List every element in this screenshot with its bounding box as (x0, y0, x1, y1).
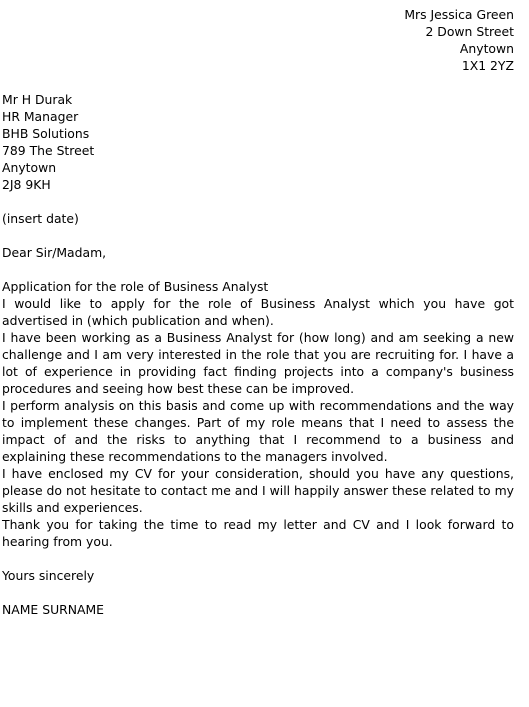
paragraph-thanks: Thank you for taking the time to read my letter and CV and I look forward to hearing from you. (2, 517, 514, 549)
salutation: Dear Sir/Madam, (2, 245, 107, 260)
subject-line: Application for the role of Business Analyst (2, 279, 269, 294)
recipient-town: Anytown (2, 160, 57, 175)
recipient-company: BHB Solutions (2, 126, 90, 141)
recipient-address (2, 91, 514, 193)
paragraph-experience: I have been working as a Business Analyst for (how long) and am seeking a new challenge and I am very interested in the role that you are recruiting for. I have a lot of experience in providing fact finding projects into a company's business procedures and seeing how best these can be improved. (2, 330, 514, 396)
sender-address (2, 6, 514, 74)
recipient-name: Mr H Durak (2, 92, 73, 107)
sender-town: Anytown (459, 41, 514, 56)
letter-date: (insert date) (2, 211, 79, 226)
recipient-title: HR Manager (2, 109, 79, 124)
sender-name: Mrs Jessica Green (404, 7, 514, 22)
recipient-street: 789 The Street (2, 143, 95, 158)
sender-postcode: 1X1 2YZ (461, 58, 514, 73)
closing: Yours sincerely (2, 568, 95, 583)
paragraph-enclosure: I have enclosed my CV for your consideration, should you have any questions, please do not hesitate to contact me and I will happily answer these related to my skills and experiences. (2, 466, 514, 515)
sender-street: 2 Down Street (425, 24, 514, 39)
paragraph-intro: I would like to apply for the role of Business Analyst which you have got advertised in (which publication and when). (2, 296, 514, 328)
signature-name: NAME SURNAME (2, 602, 105, 617)
paragraph-analysis: I perform analysis on this basis and come up with recommendations and the way to implement these changes. Part of my role means that I need to assess the impact of and the risks to anything that I recommend to a business and explaining these recommendations to the managers involved. (2, 398, 514, 464)
recipient-postcode: 2J8 9KH (2, 177, 51, 192)
letter (2, 6, 514, 618)
